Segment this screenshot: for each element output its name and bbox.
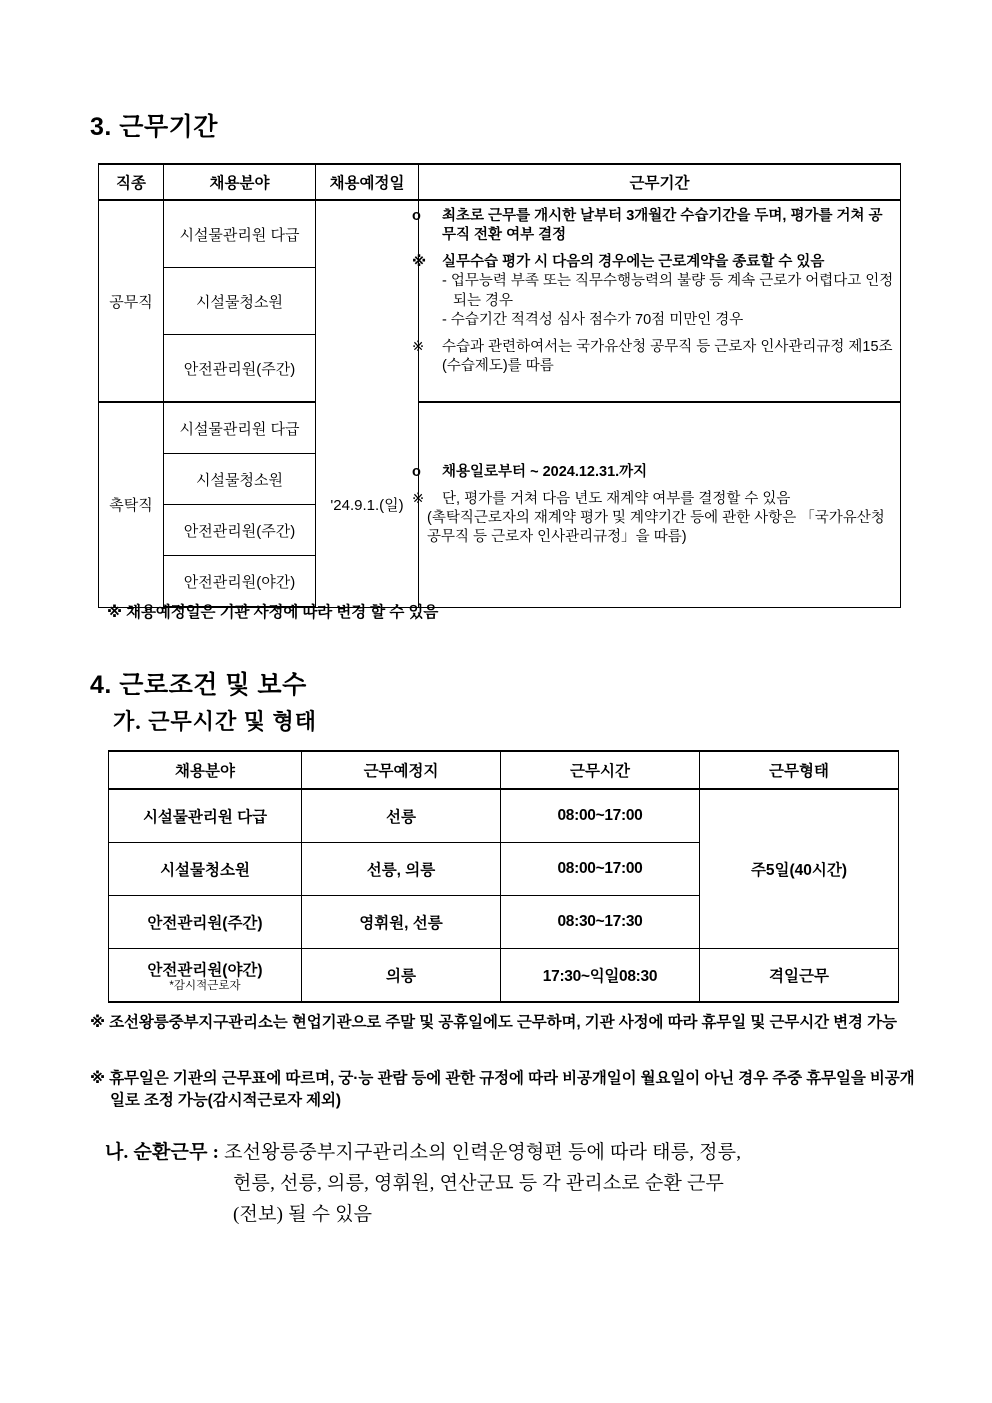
- cell-field: 시설물청소원: [109, 843, 302, 896]
- cell-place: 선릉: [302, 789, 501, 843]
- cell-hire-date: '24.9.1.(일): [316, 402, 419, 607]
- period-block-2-title: ※ 실무수습 평가 시 다음의 경우에는 근로계약을 종료할 수 있음: [427, 253, 894, 272]
- cell-field-night: [109, 949, 302, 1003]
- reference-mark-icon: ※: [412, 254, 427, 271]
- period-block-2-sub-1: - 업무능력 부족 또는 직무수행능력의 불량 등 계속 근로가 어렵다고 인정되는 경우: [442, 273, 894, 309]
- table-row: [109, 949, 899, 1003]
- table-header-row: [109, 751, 899, 789]
- period-block-1: o 최초로 근무를 개시한 날부터 3개월간 수습기간을 두며, 평가를 거쳐 공무직 전환 여부 결정: [412, 208, 883, 244]
- period2-block-2: ※ 단, 평가를 거쳐 다음 년도 재계약 여부를 결정할 수 있음: [427, 490, 894, 509]
- cell-field: 안전관리원(주간): [109, 896, 302, 949]
- cell-time: 08:30~17:30: [501, 896, 700, 949]
- rotation-duty-label: 나. 순환근무 :: [105, 1142, 220, 1163]
- col-header-field: 채용분야: [109, 751, 302, 789]
- cell-job-type-choktakjik: 촉탁직: [99, 402, 164, 607]
- col-header-time: 근무시간: [501, 751, 700, 789]
- cell-field: 시설물관리원 다급: [109, 789, 302, 843]
- rotation-duty-line-2: 헌릉, 선릉, 의릉, 영휘원, 연산군묘 등 각 관리소로 순환 근무: [233, 1172, 725, 1194]
- period-block-2: [412, 253, 894, 330]
- period-block-2-sub-2: - 수습기간 적격성 심사 점수가 70점 미만인 경우: [442, 311, 744, 328]
- page-title-section-4: 4. 근로조건 및 보수: [90, 671, 307, 699]
- cell-field-night-label: 안전관리원(야간): [147, 961, 263, 979]
- period-table-note: ※ 채용예정일은 기관 사정에 따라 변경 할 수 있음: [107, 604, 439, 621]
- reference-mark-icon: ※: [412, 490, 425, 507]
- rotation-duty-line-1: 조선왕릉중부지구관리소의 인력운영형편 등에 따라 태릉, 정릉,: [224, 1142, 742, 1163]
- period2-block-3: (촉탁직근로자의 재계약 평가 및 계약기간 등에 관한 사항은 「국가유산청 공무직 등 근로자 인사관리규정」을 따름): [427, 509, 885, 545]
- col-header-job-type: 직종: [99, 164, 164, 200]
- col-header-type: 근무형태: [700, 751, 899, 789]
- rotation-duty-line-3: (전보) 될 수 있음: [233, 1203, 373, 1225]
- col-header-place: 근무예정지: [302, 751, 501, 789]
- table-row: [99, 200, 901, 268]
- cell-field: 시설물관리원 다급: [164, 200, 316, 268]
- period-block-3: ※ 수습과 관련하여서는 국가유산청 공무직 등 근로자 인사관리규정 제15조(수습제도)를 따름: [412, 338, 893, 374]
- cell-time: 08:00~17:00: [501, 789, 700, 843]
- work-hours-note-2: ※ 휴무일은 기관의 근무표에 따르며, 궁·능 관람 등에 관한 규정에 따라 비공개일이 월요일이 아닌 경우 주중 휴무일을 비공개일로 조정 가능(감시적근로자 제외): [90, 1070, 915, 1110]
- cell-field: 시설물청소원: [164, 268, 316, 335]
- reference-mark-icon: ※: [412, 338, 425, 355]
- employment-period-table: [98, 163, 901, 608]
- cell-hire-date-top: [316, 200, 419, 402]
- subsection-heading-work-hours: 가. 근무시간 및 형태: [113, 709, 318, 734]
- page-title-section-3: 3. 근무기간: [90, 113, 218, 141]
- work-hours-note-1: ※ 조선왕릉중부지구관리소는 현업기관으로 주말 및 공휴일에도 근무하며, 기관 사정에 따라 휴무일 및 근무시간 변경 가능: [90, 1014, 897, 1031]
- col-header-hire-date: 채용예정일: [316, 164, 419, 200]
- cell-field: 안전관리원(주간): [164, 505, 316, 556]
- cell-period-choktakjik: [412, 402, 901, 607]
- work-hours-table: [108, 750, 899, 1003]
- col-header-field: 채용분야: [164, 164, 316, 200]
- cell-time: 08:00~17:00: [501, 843, 700, 896]
- cell-place: 의릉: [302, 949, 501, 1003]
- table-header-row: [99, 164, 901, 200]
- table-row: [109, 789, 899, 843]
- bullet-circle-icon: o: [412, 463, 421, 480]
- cell-place: 영휘원, 선릉: [302, 896, 501, 949]
- cell-work-type-week5: 주5일(40시간): [700, 789, 899, 949]
- table-row: [99, 402, 901, 454]
- cell-period-gongmujik: [412, 200, 901, 402]
- cell-job-type-gongmujik: 공무직: [99, 200, 164, 402]
- cell-work-type-alternate: 격일근무: [700, 949, 899, 1003]
- cell-place: 선릉, 의릉: [302, 843, 501, 896]
- cell-field: 시설물관리원 다급: [164, 402, 316, 454]
- bullet-circle-icon: o: [412, 208, 421, 224]
- rotation-duty-paragraph: [105, 1138, 925, 1230]
- cell-time: 17:30~익일08:30: [501, 949, 700, 1003]
- cell-field-night-subnote: *감시적근로자: [169, 979, 241, 992]
- cell-field: 안전관리원(주간): [164, 335, 316, 403]
- period2-block-1: o 채용일로부터 ~ 2024.12.31.까지: [427, 463, 894, 482]
- cell-field: 안전관리원(야간): [164, 556, 316, 608]
- cell-field: 시설물청소원: [164, 454, 316, 505]
- col-header-period: 근무기간: [419, 164, 901, 200]
